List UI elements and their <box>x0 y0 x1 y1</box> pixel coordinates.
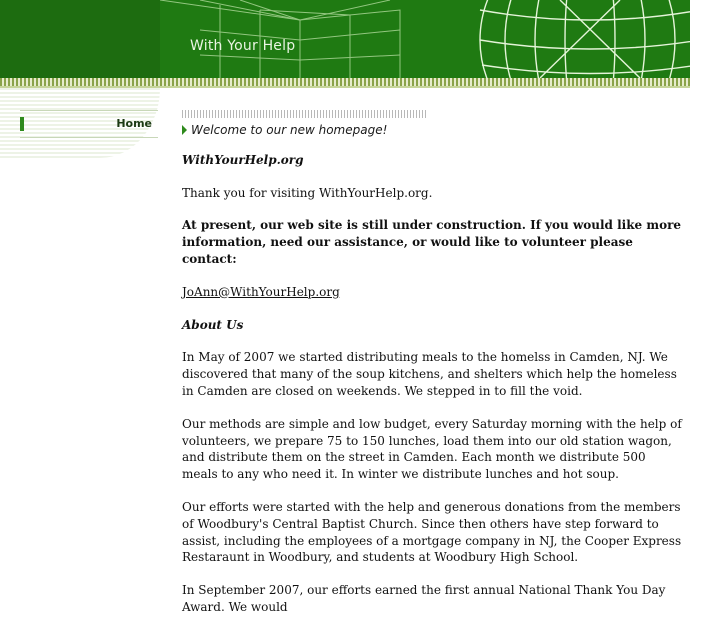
welcome-heading <box>182 122 682 139</box>
about-heading: About Us <box>182 317 244 332</box>
arrow-right-icon <box>182 125 187 135</box>
main-content <box>182 110 682 632</box>
header-banner <box>0 0 690 78</box>
dotted-divider <box>182 110 427 118</box>
sidebar-item-label: Home <box>116 117 152 130</box>
about-paragraph: Our efforts were started with the help and generous donations from the members of Woodbury's Central Baptist Church. Since then others have step forward to assist, including the employees of a mortgage company in NJ, the Cooper Express Restaraunt in Woodbury, and students at Woodbury High School. <box>182 499 682 565</box>
about-paragraph: In May of 2007 we started distributing meals to the homelss in Camden, NJ. We discovered that many of the soup kitchens, and shelters which help the homeless in Camden are closed on weekends. We stepped in to fill the void. <box>182 350 677 398</box>
about-paragraph: Our methods are simple and low budget, every Saturday morning with the help of volunteers, we prepare 75 to 150 lunches, load them into our old station wagon, and distribute them on the street in Camden. Each month we distribute 500 meals to any who need it. In winter we distribute lunches and hot soup. <box>182 416 682 482</box>
sidebar-item-home[interactable] <box>20 110 158 138</box>
nav-marker-icon <box>20 117 24 131</box>
welcome-text: Welcome to our new homepage! <box>191 123 388 137</box>
site-name-heading: WithYourHelp.org <box>182 152 304 167</box>
banner-left-panel <box>0 0 160 78</box>
construction-notice: At present, our web site is still under construction. If you would like more information, need our assistance, or would like to volunteer please contact: <box>182 218 682 266</box>
thanks-text: Thank you for visiting WithYourHelp.org. <box>182 185 433 200</box>
about-paragraph: In September 2007, our efforts earned the first annual National Thank You Day Award. We would <box>182 583 666 614</box>
contact-email-link[interactable]: JoAnn@WithYourHelp.org <box>182 284 340 299</box>
site-title: With Your Help <box>190 38 296 54</box>
